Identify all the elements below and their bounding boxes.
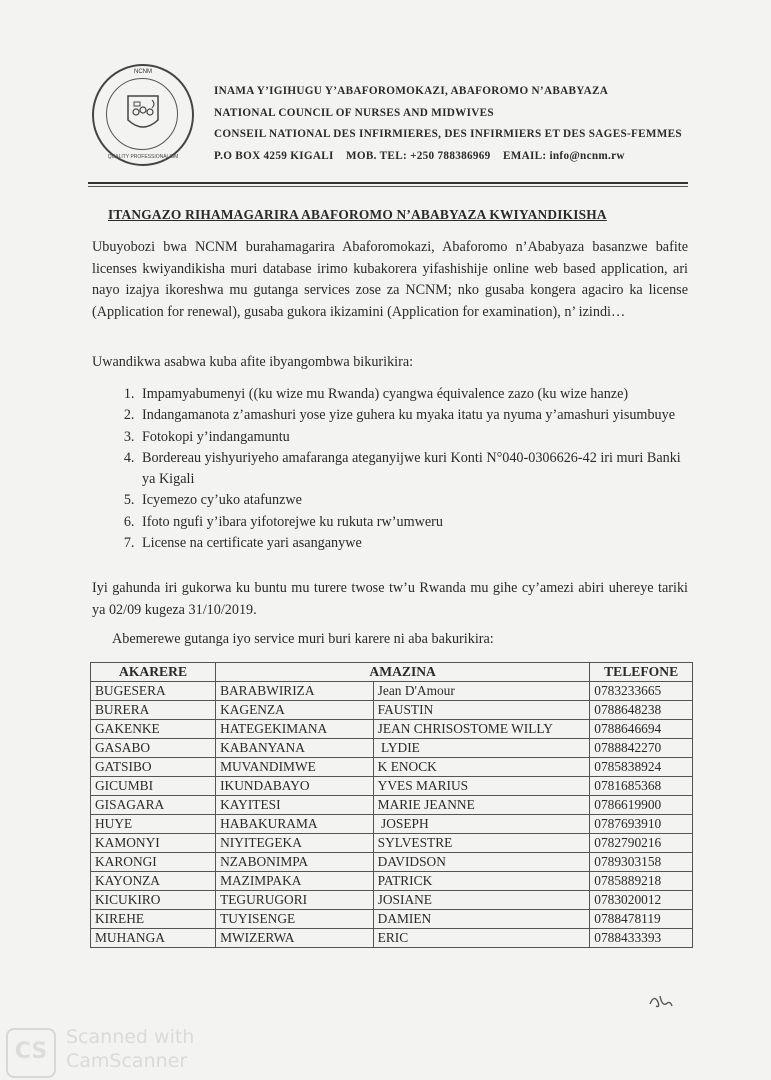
district-cell: GISAGARA [91,796,216,815]
requirement-item: 5. Icyemezo cy’uko atafunzwe [138,490,688,511]
district-cell: HUYE [91,815,216,834]
phone-cell: 0783020012 [590,891,693,910]
header-phone: TELEFONE [590,663,693,682]
intro-paragraph: Ubuyobozi bwa NCNM burahamagarira Abaforomokazi, Abaforomo n’Ababyaza basanzwe bafite licenses kwiyandikisha muri database irimo kubakorera yifashishije online web based application, ari nayo izajya ikoreshwa mu gutanga services zose za NCNM; nko gusaba kongera agaciro ka license (Application for renewal), gusaba gukora ikizamini (Application for examination), n’ izindi… [92,239,688,320]
given-name-cell: MARIE JEANNE [373,796,590,815]
phone-cell: 0783233665 [590,682,693,701]
seal-top-text: NCNM [134,69,152,75]
surname-cell: MAZIMPAKA [216,872,374,891]
district-cell: KAYONZA [91,872,216,891]
district-cell: MUHANGA [91,929,216,948]
table-row [91,777,693,796]
district-cell: GASABO [91,739,216,758]
camscanner-logo-icon: CS [6,1028,56,1078]
requirements-list [92,384,688,554]
surname-cell: NIYITEGEKA [216,834,374,853]
table-row [91,796,693,815]
surname-cell: KAYITESI [216,796,374,815]
table-row [91,720,693,739]
given-name-cell: FAUSTIN [373,701,590,720]
district-cell: BURERA [91,701,216,720]
phone-cell: 0787693910 [590,815,693,834]
given-name-cell: K ENOCK [373,758,590,777]
surname-cell: TUYISENGE [216,910,374,929]
given-name-cell: PATRICK [373,872,590,891]
district-cell: BUGESERA [91,682,216,701]
given-name-cell: YVES MARIUS [373,777,590,796]
table-row [91,739,693,758]
contacts-intro: Abemerewe gutanga iyo service muri buri karere ni aba bakurikira: [112,631,494,647]
given-name-cell: DAMIEN [373,910,590,929]
phone-cell: 0781685368 [590,777,693,796]
requirements-intro: Uwandikwa asabwa kuba afite ibyangombwa bikurikira: [92,354,414,370]
table-row [91,891,693,910]
surname-cell: HABAKURAMA [216,815,374,834]
surname-cell: HATEGEKIMANA [216,720,374,739]
phone-cell: 0786619900 [590,796,693,815]
given-name-cell: Jean D'Amour [373,682,590,701]
given-name-cell: LYDIE [373,739,590,758]
requirement-item: 3. Fotokopi y’indangamuntu [138,427,688,448]
district-cell: GICUMBI [91,777,216,796]
district-cell: GAKENKE [91,720,216,739]
surname-cell: BARABWIRIZA [216,682,374,701]
surname-cell: KABANYANA [216,739,374,758]
header-contact-line: P.O BOX 4259 KIGALI MOB. TEL: +250 788386969 EMAIL: info@ncnm.rw [214,150,625,162]
requirement-item: 4. Bordereau yishyuriyeho amafaranga ateganyijwe kuri Konti N°040-0306626-42 iri muri Banki ya Kigali [138,448,688,491]
district-cell: KIREHE [91,910,216,929]
table-row [91,929,693,948]
header-names: AMAZINA [216,663,590,682]
table-row [91,815,693,834]
given-name-cell: SYLVESTRE [373,834,590,853]
ncnm-seal-logo [92,64,194,166]
given-name-cell: ERIC [373,929,590,948]
header-line-english: NATIONAL COUNCIL OF NURSES AND MIDWIVES [214,107,494,119]
handwritten-signature [646,990,676,1018]
watermark-line-1: Scanned with [66,1026,195,1048]
district-cell: KAMONYI [91,834,216,853]
header-line-kinyarwanda: INAMA Y’IGIHUGU Y’ABAFOROMOKAZI, ABAFOROMO N’ABABYAZA [214,85,609,97]
requirement-item: 1. Impamyabumenyi ((ku wize mu Rwanda) cyangwa équivalence zazo (ku wize hanze) [138,384,688,405]
seal-emblem-icon [120,90,166,140]
requirement-item: 7. License na certificate yari asanganywe [138,533,688,554]
given-name-cell: JOSIANE [373,891,590,910]
table-body [91,682,693,948]
phone-cell: 0788646694 [590,720,693,739]
requirement-item: 2. Indangamanota z’amashuri yose yize guhera ku myaka itatu ya nyuma y’amashuri yisumbuye [138,405,688,426]
table-row [91,853,693,872]
announcement-title: ITANGAZO RIHAMAGARIRA ABAFOROMO N’ABABYAZA KWIYANDIKISHA [108,207,607,222]
schedule-paragraph: Iyi gahunda iri gukorwa ku buntu mu turere twose tw’u Rwanda mu gihe cy’amezi abiri uhereye tariki ya 02/09 kugeza 31/10/2019. [92,580,688,618]
table-row [91,682,693,701]
table-row [91,910,693,929]
header-line-french: CONSEIL NATIONAL DES INFIRMIERES, DES INFIRMIERS ET DES SAGES-FEMMES [214,128,682,140]
surname-cell: MWIZERWA [216,929,374,948]
requirement-item: 6. Ifoto ngufi y’ibara yifotorejwe ku rukuta rw’umweru [138,512,688,533]
given-name-cell: JOSEPH [373,815,590,834]
watermark-line-2: CamScanner [66,1050,188,1072]
header-district: AKARERE [91,663,216,682]
table-row [91,758,693,777]
phone-cell: 0788648238 [590,701,693,720]
header-divider [88,182,688,184]
district-contacts-table [90,662,693,948]
district-cell: KICUKIRO [91,891,216,910]
given-name-cell: DAVIDSON [373,853,590,872]
phone-cell: 0785889218 [590,872,693,891]
table-row [91,834,693,853]
district-cell: KARONGI [91,853,216,872]
phone-cell: 0782790216 [590,834,693,853]
phone-cell: 0785838924 [590,758,693,777]
surname-cell: TEGURUGORI [216,891,374,910]
surname-cell: MUVANDIMWE [216,758,374,777]
table-row [91,701,693,720]
surname-cell: NZABONIMPA [216,853,374,872]
district-cell: GATSIBO [91,758,216,777]
surname-cell: IKUNDABAYO [216,777,374,796]
phone-cell: 0788842270 [590,739,693,758]
table-header-row [91,663,693,682]
phone-cell: 0788478119 [590,910,693,929]
phone-cell: 0788433393 [590,929,693,948]
header-divider-thin [88,186,688,187]
surname-cell: KAGENZA [216,701,374,720]
phone-cell: 0789303158 [590,853,693,872]
given-name-cell: JEAN CHRISOSTOME WILLY [373,720,590,739]
table-row [91,872,693,891]
seal-bottom-text: QUALITY PROFESSIONALISM [107,154,179,160]
